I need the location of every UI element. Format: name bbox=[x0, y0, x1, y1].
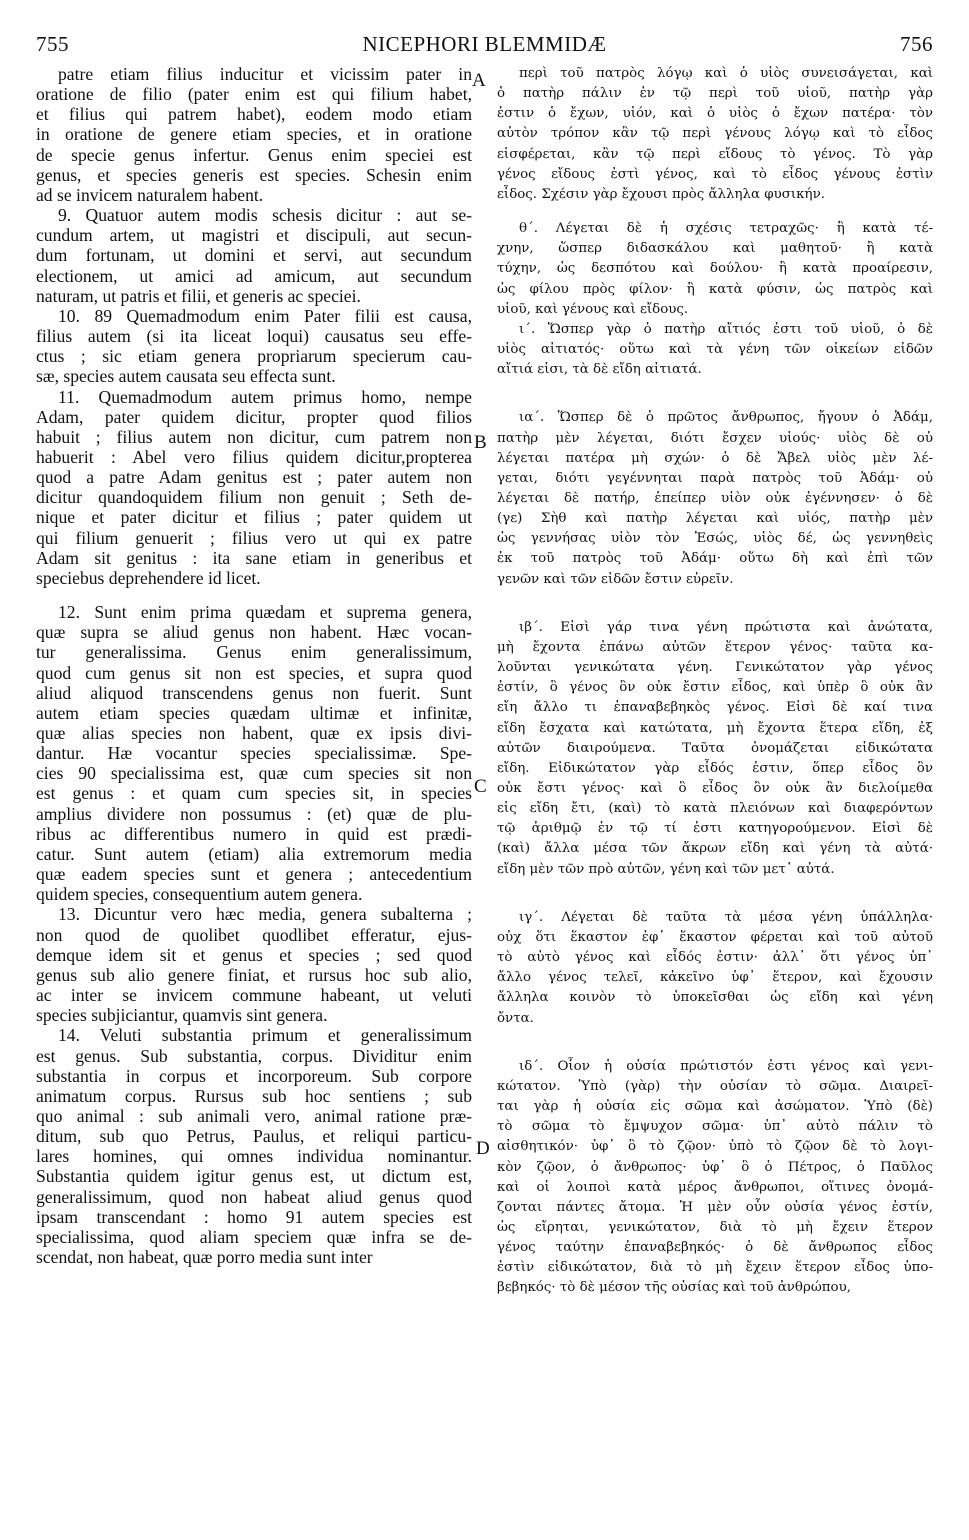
greek-paragraph bbox=[497, 408, 933, 589]
greek-paragraph bbox=[497, 1057, 933, 1299]
latin-text-line: est genus. Sub substantia, corpus. Dividitur enim bbox=[36, 1045, 472, 1066]
greek-paragraph bbox=[497, 320, 933, 380]
latin-text-line: specialissima, quod aliam speciem quæ infra se de- bbox=[36, 1226, 472, 1247]
greek-text-line: λέγεται πατέρα μὴ σχών· ὁ δὲ Ἄβελ υἱὸς μὲν λέ- bbox=[497, 450, 933, 466]
latin-text-line: substantia in corpus et incorporeum. Sub corpore bbox=[36, 1065, 472, 1086]
latin-text-line: tur generalissima. Genus enim generalissimum, bbox=[36, 642, 472, 663]
latin-text-line: quod a patre Adam genitus est ; pater autem non bbox=[36, 467, 472, 488]
latin-text-line: quæ alias species non habent, quæ ex ipsis divi- bbox=[36, 723, 472, 743]
latin-text-line: ctus ; sic etiam genera propriarum specierum cau- bbox=[36, 346, 472, 367]
latin-text-line: 13. Dicuntur vero hæc media, genera subalterna ; bbox=[58, 904, 472, 925]
latin-text-line: 12. Sunt enim prima quædam et suprema genera, bbox=[58, 602, 472, 623]
latin-text-line: aliud aliquod transcendens genus non fuerit. Sunt bbox=[36, 682, 472, 703]
latin-text-line: generalissimum, quod non habeat aliud genus quod bbox=[36, 1186, 472, 1207]
greek-text-line: ται γὰρ ἡ οὐσία εἰς σῶμα καὶ ἀσώματον. Ὑπὸ (δὲ) bbox=[497, 1099, 933, 1115]
latin-text-line: lares homines, qui omnes individua nominantur. bbox=[36, 1146, 472, 1167]
greek-text-line: τῷ ἀριθμῷ ἐν τῷ τί ἐστι κατηγορούμενον. Εἰσὶ δὲ bbox=[497, 821, 933, 837]
greek-text-line: (γε) Σὴθ καὶ πατὴρ λέγεται καὶ υἱός, πατὴρ μὲν bbox=[497, 511, 933, 527]
latin-paragraph bbox=[36, 64, 472, 205]
latin-text-line: electionem, ut amici ad amicum, aut secundum bbox=[36, 265, 472, 286]
greek-text-line: υἱοῦ, καὶ γένους καὶ εἴδους. bbox=[497, 301, 689, 317]
greek-text-line: χνην, ὥσπερ διδασκάλου καὶ μαθητοῦ· ἢ κατὰ bbox=[497, 241, 933, 257]
margin-marker-d: D bbox=[476, 1138, 490, 1159]
latin-text-line: animatum corpus. Rursus sub hoc sentiens ; sub bbox=[36, 1085, 472, 1106]
greek-text-line: περὶ τοῦ πατρὸς λόγῳ καὶ ὁ υἱὸς συνεισάγεται, καὶ bbox=[519, 66, 933, 81]
greek-text-line: υἱὸς αἰτιατός· οὕτω καὶ τὰ γένη τῶν οἰκείων εἰδῶν bbox=[497, 342, 933, 358]
latin-paragraph bbox=[36, 306, 472, 387]
latin-text-line: quo animal : sub animali vero, animal ratione præ- bbox=[36, 1105, 472, 1126]
latin-column bbox=[36, 64, 472, 1267]
latin-text-line: sæ, species autem causata seu effecta sunt. bbox=[36, 366, 336, 387]
latin-paragraph bbox=[36, 1025, 472, 1267]
greek-paragraph bbox=[497, 908, 933, 1029]
greek-text-line: τύχην, ὡς δεσπότου καὶ δούλου· ἢ κατὰ προαίρεσιν, bbox=[497, 261, 933, 277]
latin-paragraph bbox=[36, 205, 472, 306]
latin-text-line: 14. Veluti substantia primum et generalissimum bbox=[58, 1025, 472, 1046]
greek-text-line: ιδ΄. Οἷον ἡ οὐσία πρώτιστόν ἐστι γένος καὶ γενι- bbox=[519, 1058, 933, 1074]
latin-text-line: est genus : et quam cum species sit, in species bbox=[36, 783, 472, 804]
greek-paragraph bbox=[497, 618, 933, 880]
greek-text-line: τὸ σῶμα τὸ ἔμψυχον σῶμα· ὑπ᾽ αὐτὸ πάλιν τὸ bbox=[497, 1119, 933, 1135]
greek-text-line: αὐτὸν τρόπον κἂν τῷ περὶ γένους λόγῳ καὶ τὸ εἶδος bbox=[497, 126, 933, 142]
latin-text-line: quæ supra se aliud genus non habent. Hæc vocan- bbox=[36, 622, 472, 643]
greek-text-line: αὐτῶν διαιρούμενα. Ταῦτα ὀνομάζεται εἰδικώτατα bbox=[497, 740, 933, 756]
latin-text-line: 10. 89 Quemadmodum enim Pater filii est causa, bbox=[58, 305, 472, 326]
greek-paragraph bbox=[497, 64, 933, 205]
margin-marker-a: A bbox=[472, 70, 486, 91]
latin-text-line: in oratione de genere etiam species, et in oratione bbox=[36, 124, 472, 145]
latin-text-line: quidem species, consequentium autem genera. bbox=[36, 884, 363, 905]
greek-text-line: αἰσθητικόν· ὑφ᾽ ὃ τὸ ζῷον· ὑπὸ τὸ ζῷον δὲ τὸ λογι- bbox=[497, 1139, 933, 1155]
greek-text-line: ιγ΄. Λέγεται δὲ ταῦτα τὰ μέσα γένη ὑπάλληλα· bbox=[519, 909, 933, 925]
latin-text-line: cundum artem, ut magistri et discipuli, aut secun- bbox=[36, 225, 472, 246]
greek-text-line: γένος εἴδους ἐστὶ γένος, καὶ τὸ εἶδος γένους ἐστὶν bbox=[497, 166, 933, 182]
page-number-right: 756 bbox=[900, 32, 933, 56]
greek-text-line: μὴ ἔχοντα ἐπάνω αὐτῶν ἕτερον γένος· ταῦτα κα- bbox=[497, 639, 933, 655]
latin-text-line: qui filium genuerit ; filius vero ut qui ex patre bbox=[36, 527, 472, 548]
greek-text-line: εἶδος. Σχέσιν γὰρ ἔχουσι πρὸς ἄλληλα φυσικήν. bbox=[497, 186, 825, 202]
latin-text-line: quod cum genus sit non est species, et supra quod bbox=[36, 662, 472, 683]
greek-text-line: ἐκ τοῦ πατρὸς τοῦ Ἀδάμ· οὕτω δὴ καὶ ἐπὶ τῶν bbox=[497, 551, 933, 567]
latin-text-line: ac inter se invicem commune habeant, ut veluti bbox=[36, 985, 472, 1006]
latin-text-line: dum fortunam, ut domini et servi, aut secundum bbox=[36, 245, 472, 266]
greek-text-line: ὄντα. bbox=[497, 1010, 534, 1026]
greek-text-line: ι΄. Ὥσπερ γὰρ ὁ πατὴρ αἴτιός ἐστι τοῦ υἱοῦ, ὁ δὲ bbox=[519, 321, 933, 337]
greek-text-line: ὡς φίλου πρὸς φίλον· ἢ κατὰ φύσιν, ὡς πατρὸς καὶ bbox=[497, 281, 933, 297]
latin-text-line: filius autem (si ita liceat loqui) causatus seu effe- bbox=[36, 326, 472, 347]
greek-text-line: θ΄. Λέγεται δὲ ἡ σχέσις τετραχῶς· ἢ κατὰ τέ- bbox=[519, 221, 933, 237]
latin-text-line: et filius qui patrem habet), eodem modo etiam bbox=[36, 104, 472, 125]
greek-column bbox=[497, 64, 933, 1299]
greek-text-line: εἴδη ἔσχατα καὶ κατώτατα, μὴ ἔχοντα ἕτερα εἴδη, ἐξ bbox=[497, 720, 933, 736]
latin-text-line: genus, et species generis est species. Schesin enim bbox=[36, 164, 472, 185]
latin-text-line: amplius dividere non possumus : (et) quæ de plu- bbox=[36, 803, 472, 824]
greek-text-line: βεβηκός· τὸ δὲ μέσον τῆς οὐσίας καὶ τοῦ ἀνθρώπου, bbox=[497, 1280, 852, 1296]
latin-text-line: Adam, pater quidem dicitur, propter quod filios bbox=[36, 406, 472, 427]
latin-text-line: naturam, ut patris et filii, et generis ac speciei. bbox=[36, 285, 361, 306]
greek-text-line: λέγεται δὲ πατήρ, ἐπείπερ υἱὸν οὐκ ἐγέννησεν· ὁ δὲ bbox=[497, 490, 933, 506]
latin-text-line: non quod de quolibet quodlibet efferatur, ejus- bbox=[36, 924, 472, 945]
greek-text-line: λοῦνται γενικώτατα γένη. Γενικώτατον γὰρ γένος bbox=[497, 660, 933, 676]
latin-text-line: genus sub alio genere finiat, et rursus hoc sub alio, bbox=[36, 964, 472, 985]
greek-text-line: ιβ΄. Εἰσὶ γάρ τινα γένη πρώτιστα καὶ ἀνώτατα, bbox=[519, 619, 933, 635]
latin-text-line: catur. Sunt autem (etiam) alia extremorum media bbox=[36, 843, 472, 864]
margin-marker-b: B bbox=[474, 432, 487, 453]
greek-text-line: ἐστίν, ὃ γένος ὂν οὐκ ἔστιν εἶδος, καὶ ὑπὲρ ὃ οὐκ ἂν bbox=[497, 680, 933, 696]
latin-text-line: oratione de filio (pater enim est qui filium habet, bbox=[36, 84, 472, 105]
latin-text-line: habuerit : Abel vero filius quidem dicitur,propterea bbox=[36, 446, 472, 467]
latin-paragraph bbox=[36, 387, 472, 589]
greek-text-line: τὸ αὐτὸ γένος καὶ εἶδός ἐστιν· ἀλλ᾽ ὅτι γένος ὑπ᾽ bbox=[497, 950, 933, 966]
greek-paragraph bbox=[497, 219, 933, 320]
latin-text-line: dicitur quandoquidem filium non genuit ; Seth de- bbox=[36, 487, 472, 508]
greek-text-line: εἰσφέρεται, κἂν τῷ περὶ εἴδους τὸ γένος. Τὸ γὰρ bbox=[497, 146, 933, 162]
latin-text-line: cies 90 specialissima est, quæ cum species sit non bbox=[36, 763, 472, 784]
greek-text-line: οὐκ ἔστι γένος· καὶ ὃ εἶδος ὂν οὐκ ἂν διελοίμεθα bbox=[497, 781, 933, 796]
greek-text-line: ζονται πάντες ἄτομα. Ἡ μὲν οὖν οὐσία γένος ἐστίν, bbox=[497, 1199, 933, 1215]
greek-text-line: ἐστιν ὁ ἔχων, υἱόν, καὶ ὁ υἱὸς ὁ ἔχων πατέρα· τὸν bbox=[497, 106, 933, 122]
latin-text-line: nique et pater dicitur et filius ; pater quidem ut bbox=[36, 507, 472, 528]
greek-text-line: εἴη ἄλλο τι ἐπαναβεβηκὸς γένος. Εἰσὶ δὲ καί τινα bbox=[497, 700, 933, 716]
greek-text-line: ἄλλο γένος τελεῖ, κἀκεῖνο ὑφ᾽ ἕτερον, καὶ ἔχουσιν bbox=[497, 970, 933, 986]
running-header bbox=[0, 6, 969, 56]
latin-paragraph bbox=[36, 904, 472, 1025]
greek-text-line: πατὴρ μὲν λέγεται, διότι ἔσχεν υἱούς· υἱὸς δὲ οὐ bbox=[497, 430, 933, 446]
latin-text-line: dantur. Hæ vocantur species specialissimæ. Spe- bbox=[36, 743, 472, 764]
latin-text-line: scendat, non habeat, quæ porro media sunt inter bbox=[36, 1247, 373, 1268]
greek-text-line: γενῶν καὶ τῶν εἰδῶν ἔστιν εὑρεῖν. bbox=[497, 571, 734, 587]
latin-paragraph bbox=[36, 602, 472, 904]
greek-text-line: κώτατον. Ὑπὸ (γὰρ) τὴν οὐσίαν τὸ σῶμα. Διαιρεῖ- bbox=[497, 1078, 933, 1094]
greek-text-line: αἴτιά εἰσι, τὰ δὲ εἴδη αἰτιατά. bbox=[497, 362, 702, 378]
greek-text-line: καὶ οἱ λοιποὶ κατὰ μέρος ἄνθρωποι, οἵτινες ὀνομά- bbox=[497, 1179, 933, 1195]
greek-text-line: κὸν ζῷον, ὁ ἄνθρωπος· ὑφ᾽ ὃ ὁ Πέτρος, ὁ Παῦλος bbox=[497, 1159, 933, 1175]
latin-text-line: habuit ; filius autem non dicitur, cum patrem non bbox=[36, 426, 472, 447]
latin-text-line: speciebus deprehendere id licet. bbox=[36, 567, 261, 588]
latin-text-line: demque idem sit et genus et species ; sed quod bbox=[36, 944, 472, 965]
latin-text-line: ipsam transcendant : homo 91 autem species est bbox=[36, 1206, 472, 1227]
greek-text-line: ια΄. Ὥσπερ δὲ ὁ πρῶτος ἄνθρωπος, ἤγουν ὁ Ἀδάμ, bbox=[519, 410, 933, 426]
greek-text-line: εἴδη μὲν τῶν πρὸ αὐτῶν, γένη καὶ τῶν μετ᾽ αὐτά. bbox=[497, 861, 835, 877]
latin-text-line: ribus ac differentibus numero in quid est prædi- bbox=[36, 823, 472, 844]
latin-text-line: Adam sit genitus : ita sane etiam in generibus et bbox=[36, 547, 472, 568]
latin-text-line: 11. Quemadmodum autem primus homo, nempe bbox=[58, 386, 472, 407]
greek-text-line: εἰς εἴδη ἔτι, (καὶ) τὸ κατὰ πλειόνων καὶ διαφερόντων bbox=[497, 801, 933, 817]
latin-text-line: patre etiam filius inducitur et vicissim pater in bbox=[58, 64, 472, 84]
latin-text-line: 9. Quatuor autem modis schesis dicitur : aut se- bbox=[58, 205, 472, 226]
greek-text-line: γένος ταύτην ἐπαναβεβηκός· ὁ δὲ ἄνθρωπος εἶδος bbox=[497, 1240, 933, 1256]
margin-marker-c: C bbox=[474, 776, 487, 797]
greek-text-line: οὐχ ὅτι ἕκαστον ἐφ᾽ ἕκαστον φέρεται καὶ τοῦ αὐτοῦ bbox=[497, 929, 933, 945]
latin-text-line: de specie genus infertur. Genus enim speciei est bbox=[36, 144, 472, 165]
latin-text-line: autem etiam species quædam ultimæ et infinitæ, bbox=[36, 702, 472, 723]
greek-text-line: ἄλληλα κοινὸν τὸ ὑποκεῖσθαι ὡς εἴδη καὶ γένη bbox=[497, 990, 933, 1006]
greek-text-line: (καὶ) ἄλλα μέσα τῶν ἄκρων εἴδη καὶ γένη τὰ αὐτά· bbox=[497, 841, 933, 857]
greek-text-line: εἴδη. Εἰδικώτατον γὰρ εἶδός ἐστιν, ὅπερ εἶδος ὂν bbox=[497, 760, 933, 776]
running-title: NICEPHORI BLEMMIDÆ bbox=[362, 32, 607, 56]
latin-text-line: Substantia quidem igitur genus est, ut dictum est, bbox=[36, 1166, 472, 1187]
greek-text-line: ὡς γεννήσας υἱὸν τὸν Ἐσώς, υἱὸς δέ, ὡς γεννηθεὶς bbox=[497, 531, 933, 547]
greek-text-line: ὁ πατὴρ πάλιν ἐν τῷ περὶ τοῦ υἱοῦ, πατὴρ γὰρ bbox=[497, 86, 933, 102]
greek-text-line: ἐστὶν εἰδικώτατον, διὰ τὸ μὴ ἔχειν ἕτερον εἶδος ὑπο- bbox=[497, 1260, 933, 1276]
latin-text-line: species subjiciantur, quamvis sint genera. bbox=[36, 1005, 328, 1026]
greek-text-line: γεται, διότι γεγέννηται παρὰ πατρὸς τοῦ Ἀδάμ· οὐ bbox=[497, 470, 933, 486]
greek-text-line: ὡς εἴρηται, γενικώτατον, διὰ τὸ μὴ ἔχειν ἕτερον bbox=[497, 1219, 933, 1235]
page-number-left: 755 bbox=[36, 32, 69, 56]
latin-text-line: ad se invicem naturalem habent. bbox=[36, 184, 264, 205]
latin-text-line: ditum, sub quo Petrus, Paulus, et reliqui particu- bbox=[36, 1126, 472, 1147]
latin-text-line: quæ eadem species sunt et genera ; antecedentium bbox=[36, 864, 472, 885]
